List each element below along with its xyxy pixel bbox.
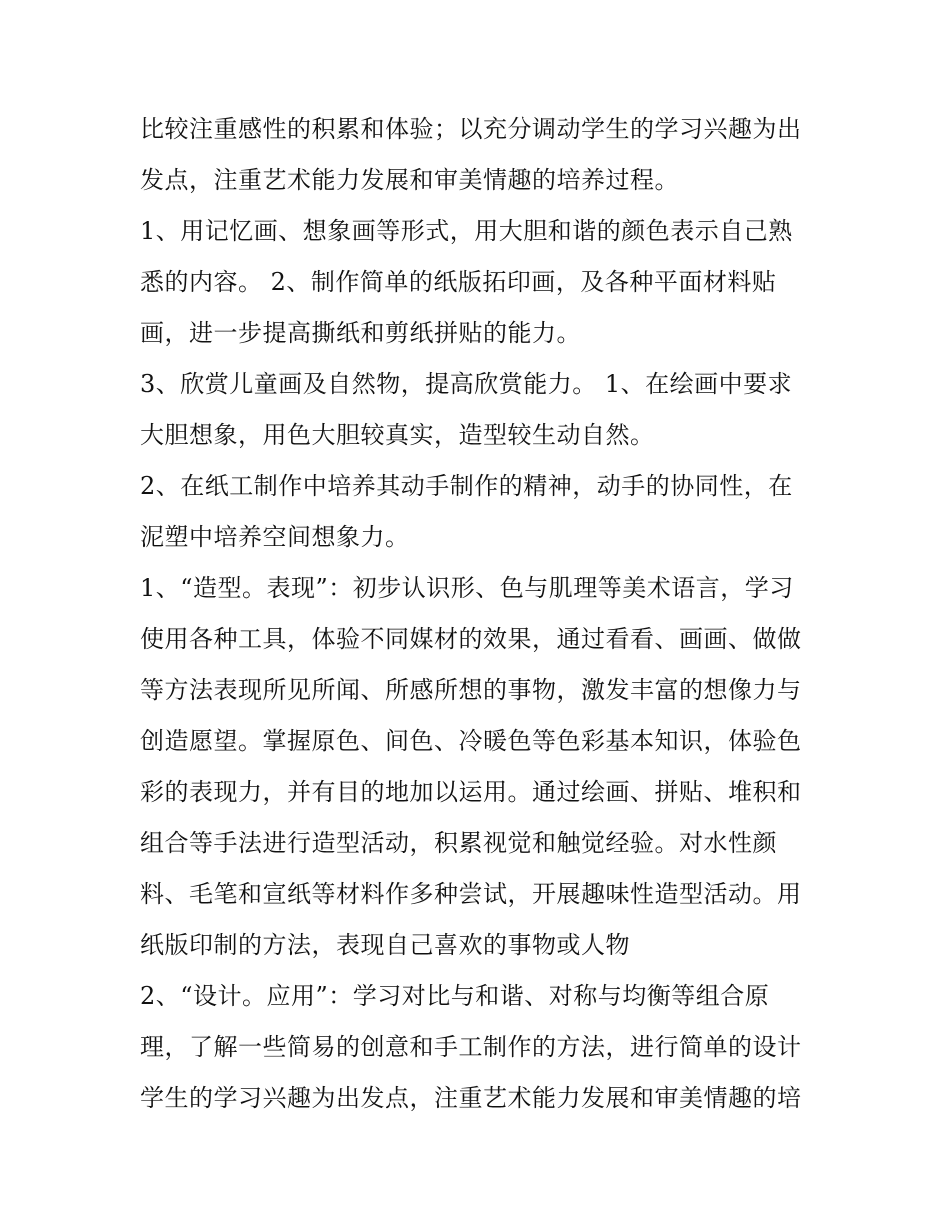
text-line: 1、“造型。表现”：初步认识形、色与肌理等美术语言，学习: [140, 574, 794, 602]
text-line: 1、用记忆画、想象画等形式，用大胆和谐的颜色表示自己熟: [140, 217, 793, 245]
text-line: 等方法表现所见所闻、所感所想的事物，激发丰富的想像力与: [140, 676, 802, 704]
text-line: 2、“设计。应用”：学习对比与和谐、对称与均衡等组合原: [140, 982, 770, 1010]
text-line: 画，进一步提高撕纸和剪纸拼贴的能力。: [140, 319, 581, 347]
text-line: 泥塑中培养空间想象力。: [140, 523, 410, 551]
text-line: 比较注重感性的积累和体验；以充分调动学生的学习兴趣为出: [140, 115, 802, 143]
text-line: 2、在纸工制作中培养其动手制作的精神，动手的协同性，在: [140, 472, 793, 500]
text-line: 理，了解一些简易的创意和手工制作的方法，进行简单的设计: [140, 1033, 802, 1061]
text-line: 发点，注重艺术能力发展和审美情趣的培养过程。: [140, 166, 679, 194]
text-line: 使用各种工具，体验不同媒材的效果，通过看看、画画、做做: [140, 625, 802, 653]
text-line: 彩的表现力，并有目的地加以运用。通过绘画、拼贴、堆积和: [140, 778, 802, 806]
text-line: 纸版印制的方法，表现自己喜欢的事物或人物: [140, 931, 630, 959]
text-line: 悉的内容。 2、制作简单的纸版拓印画，及各种平面材料贴: [140, 268, 777, 296]
document-text-body: [140, 104, 830, 1124]
text-line: 组合等手法进行造型活动，积累视觉和触觉经验。对水性颜: [140, 829, 777, 857]
text-line: 创造愿望。掌握原色、间色、冷暖色等色彩基本知识，体验色: [140, 727, 802, 755]
text-line: 料、毛笔和宣纸等材料作多种尝试，开展趣味性造型活动。用: [140, 880, 802, 908]
text-line: 大胆想象，用色大胆较真实，造型较生动自然。: [140, 421, 655, 449]
text-line: 3、欣赏儿童画及自然物，提高欣赏能力。 1、在绘画中要求: [140, 370, 793, 398]
text-line: 学生的学习兴趣为出发点，注重艺术能力发展和审美情趣的培: [140, 1084, 802, 1112]
